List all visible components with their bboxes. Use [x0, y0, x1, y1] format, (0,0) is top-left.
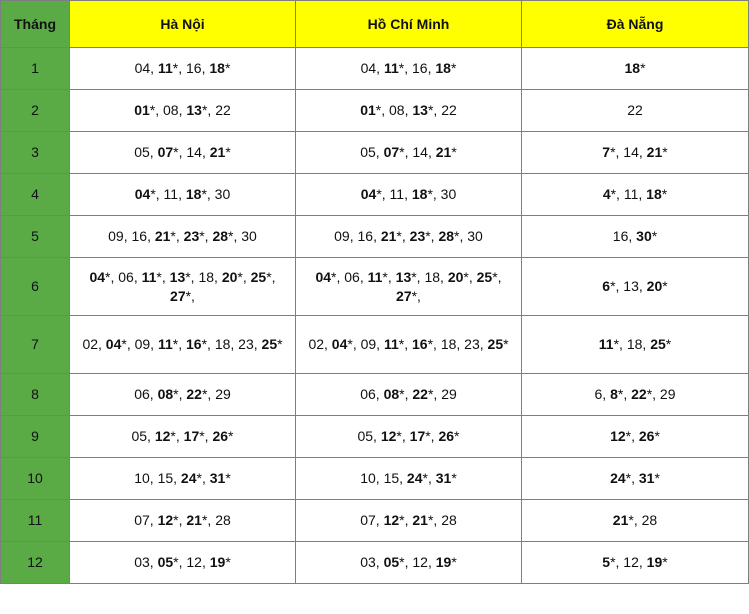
month-label: 4 — [1, 174, 70, 216]
dates-danang: 7*, 14, 21* — [522, 132, 749, 174]
month-label: 9 — [1, 416, 70, 458]
month-label: 5 — [1, 216, 70, 258]
dates-danang: 24*, 31* — [522, 458, 749, 500]
table-row — [1, 48, 749, 90]
dates-hanoi: 01*, 08, 13*, 22 — [70, 90, 296, 132]
month-label: 3 — [1, 132, 70, 174]
dates-hochiminh: 03, 05*, 12, 19* — [296, 542, 522, 584]
month-label: 11 — [1, 500, 70, 542]
dates-hochiminh: 04*, 06, 11*, 13*, 18, 20*, 25*, 27*, — [296, 258, 522, 316]
table-row — [1, 216, 749, 258]
dates-hanoi: 02, 04*, 09, 11*, 16*, 18, 23, 25* — [70, 316, 296, 374]
month-label: 7 — [1, 316, 70, 374]
dates-danang: 4*, 11, 18* — [522, 174, 749, 216]
dates-danang: 5*, 12, 19* — [522, 542, 749, 584]
table-row — [1, 174, 749, 216]
dates-hochiminh: 09, 16, 21*, 23*, 28*, 30 — [296, 216, 522, 258]
table-row — [1, 500, 749, 542]
table-row — [1, 458, 749, 500]
dates-danang: 21*, 28 — [522, 500, 749, 542]
dates-hochiminh: 05, 07*, 14, 21* — [296, 132, 522, 174]
dates-hanoi: 04, 11*, 16, 18* — [70, 48, 296, 90]
dates-hanoi: 05, 07*, 14, 21* — [70, 132, 296, 174]
table-header-row — [1, 1, 749, 48]
table-header — [1, 1, 749, 48]
table-body — [1, 48, 749, 584]
column-header-hanoi: Hà Nội — [70, 1, 296, 48]
dates-hanoi: 10, 15, 24*, 31* — [70, 458, 296, 500]
month-label: 2 — [1, 90, 70, 132]
table-row — [1, 132, 749, 174]
dates-hanoi: 05, 12*, 17*, 26* — [70, 416, 296, 458]
dates-hochiminh: 07, 12*, 21*, 28 — [296, 500, 522, 542]
dates-hochiminh: 04*, 11, 18*, 30 — [296, 174, 522, 216]
dates-hanoi: 09, 16, 21*, 23*, 28*, 30 — [70, 216, 296, 258]
dates-danang: 12*, 26* — [522, 416, 749, 458]
dates-danang: 22 — [522, 90, 749, 132]
month-label: 10 — [1, 458, 70, 500]
dates-danang: 11*, 18, 25* — [522, 316, 749, 374]
dates-hochiminh: 10, 15, 24*, 31* — [296, 458, 522, 500]
month-label: 8 — [1, 374, 70, 416]
dates-hochiminh: 06, 08*, 22*, 29 — [296, 374, 522, 416]
month-label: 6 — [1, 258, 70, 316]
column-header-month: Tháng — [1, 1, 70, 48]
month-label: 1 — [1, 48, 70, 90]
dates-hanoi: 04*, 11, 18*, 30 — [70, 174, 296, 216]
month-label: 12 — [1, 542, 70, 584]
dates-hochiminh: 01*, 08, 13*, 22 — [296, 90, 522, 132]
table-row — [1, 374, 749, 416]
dates-danang: 6*, 13, 20* — [522, 258, 749, 316]
dates-hochiminh: 02, 04*, 09, 11*, 16*, 18, 23, 25* — [296, 316, 522, 374]
dates-danang: 18* — [522, 48, 749, 90]
dates-hanoi: 04*, 06, 11*, 13*, 18, 20*, 25*, 27*, — [70, 258, 296, 316]
dates-hanoi: 07, 12*, 21*, 28 — [70, 500, 296, 542]
table-row — [1, 90, 749, 132]
column-header-danang: Đà Nẵng — [522, 1, 749, 48]
table-row — [1, 258, 749, 316]
dates-hochiminh: 04, 11*, 16, 18* — [296, 48, 522, 90]
table-row — [1, 316, 749, 374]
dates-danang: 16, 30* — [522, 216, 749, 258]
table-row — [1, 542, 749, 584]
column-header-hochiminh: Hồ Chí Minh — [296, 1, 522, 48]
dates-hanoi: 03, 05*, 12, 19* — [70, 542, 296, 584]
table-row — [1, 416, 749, 458]
dates-hanoi: 06, 08*, 22*, 29 — [70, 374, 296, 416]
dates-hochiminh: 05, 12*, 17*, 26* — [296, 416, 522, 458]
dates-danang: 6, 8*, 22*, 29 — [522, 374, 749, 416]
